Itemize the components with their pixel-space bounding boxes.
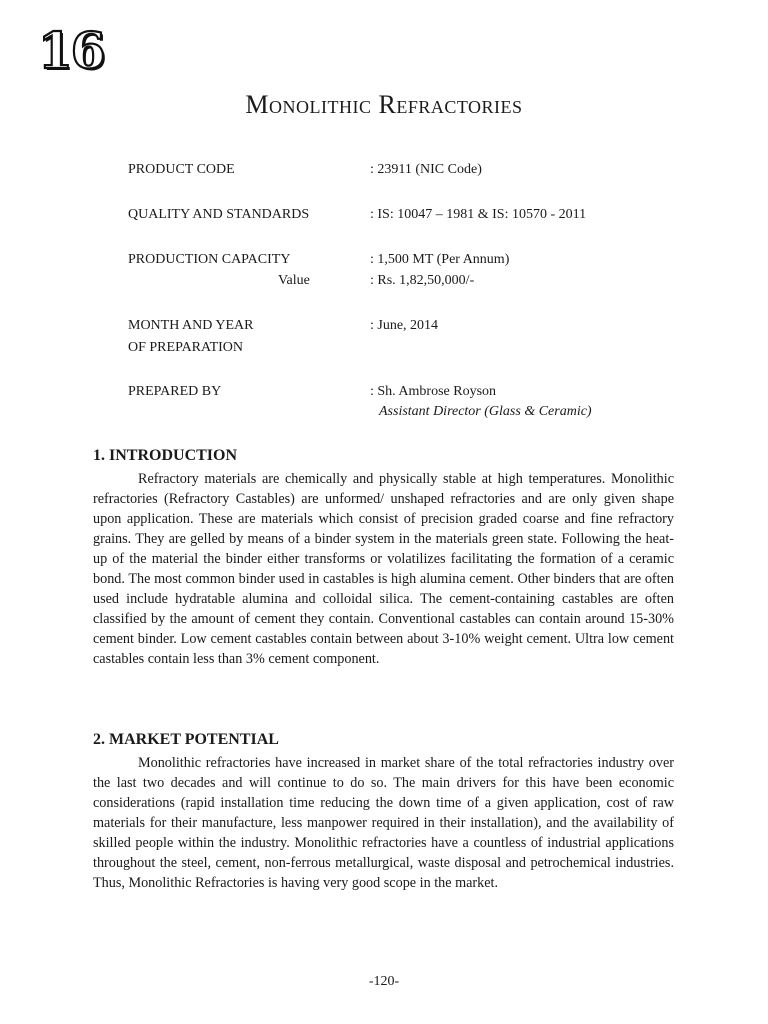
- product-code-value: : 23911 (NIC Code): [370, 162, 482, 177]
- month-label-line1: MONTH AND YEAR: [128, 318, 254, 333]
- section-heading-introduction: [93, 447, 237, 465]
- month-label-line2: OF PREPARATION: [128, 340, 244, 355]
- quality-label: QUALITY AND STANDARDS: [128, 207, 310, 222]
- section-heading-market-potential: [93, 731, 279, 749]
- chapter-number: 16: [38, 21, 104, 80]
- value-label: Value: [278, 273, 310, 288]
- month-value: : June, 2014: [370, 318, 439, 333]
- product-code-label: PRODUCT CODE: [128, 162, 235, 177]
- page-title: Monolithic Refractories: [245, 90, 523, 119]
- value-value: : Rs. 1,82,50,000/-: [370, 273, 475, 288]
- capacity-label: PRODUCTION CAPACITY: [128, 252, 291, 267]
- market-potential-paragraph: Monolithic refractories have increased in market share of the total refractories industry over the last two decades and will continue to do so. The main drivers for this have been economic considerations (rapid installation time reducing the down time of a given application, cost of raw materials for their manufacture, less manpower required in their installation), and the availability of skilled people within the industry. Monolithic refractories have a countless of industrial applications throughout the steel, cement, non-ferrous metallurgical, waste disposal and petrochemical industries. Thus, Monolithic Refractories is having very good scope in the market.: [93, 755, 674, 891]
- introduction-paragraph: Refractory materials are chemically and physically stable at high temperatures. Monolithic refractories (Refractory Castables) are unformed/ unshaped refractories and are only given shape upon application. These are materials which consist of precision graded coarse and fine refractory grains. They are gelled by means of a binder system in the materials green state. Following the heat-up of the material the binder either transforms or volatilizes facilitating the formation of a ceramic bond. The most common binder used in castables is high alumina cement. Other binders that are often used include hydratable alumina and colloidal silica. The cement-containing castables are often classified by the amount of cement they contain. Conventional castables can contain around 15-30% cement binder. Low cement castables contain between about 3-10% weight cement. Ultra low cement castables contain less than 3% cement component.: [93, 471, 674, 667]
- prepared-designation: Assistant Director (Glass & Ceramic): [379, 404, 592, 419]
- section-number: 1: [93, 447, 101, 464]
- quality-value: : IS: 10047 – 1981 & IS: 10570 - 2011: [370, 207, 587, 222]
- section-number: 2: [93, 731, 101, 748]
- section-heading-text: . INTRODUCTION: [101, 447, 238, 464]
- prepared-value: : Sh. Ambrose Royson: [370, 384, 497, 399]
- section-heading-text: . MARKET POTENTIAL: [101, 731, 279, 748]
- page-number: -120-: [368, 974, 400, 989]
- capacity-value: : 1,500 MT (Per Annum): [370, 252, 510, 267]
- prepared-label: PREPARED BY: [128, 384, 222, 399]
